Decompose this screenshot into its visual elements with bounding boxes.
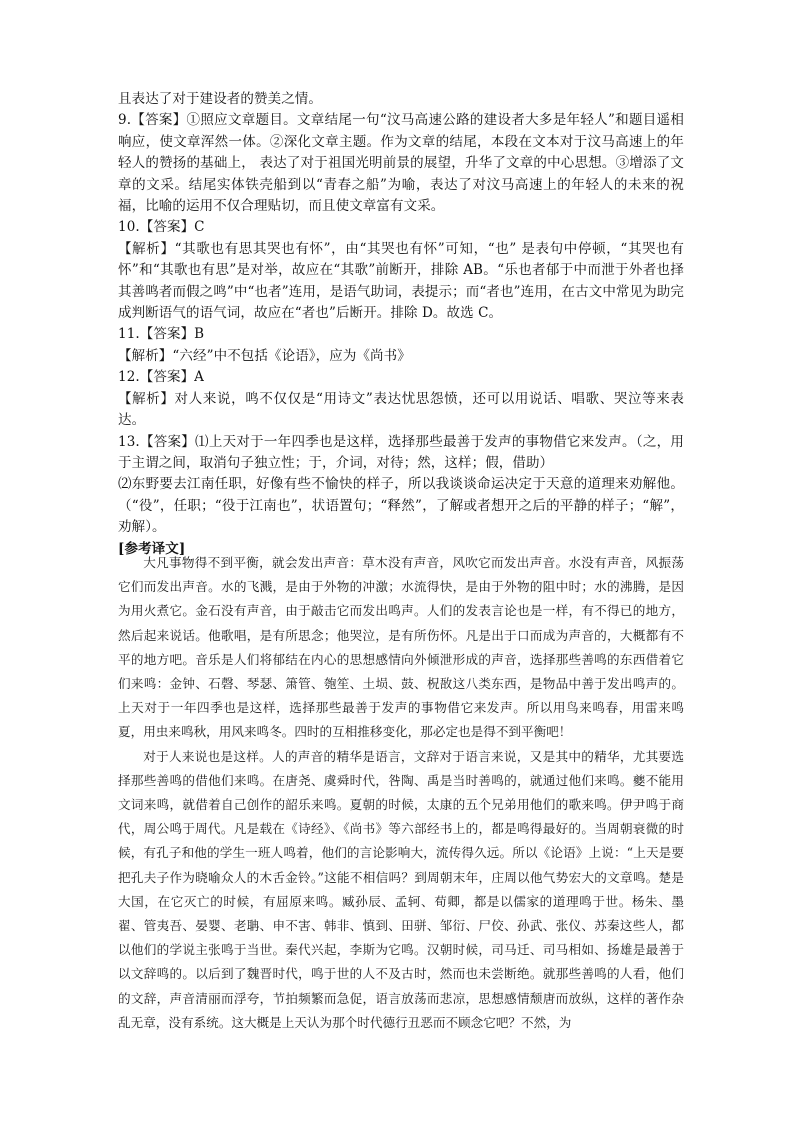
analysis-10: 【解析】“其歌也有思其哭也有怀”，由“其哭也有怀”可知，“也” 是表句中停顿，“其哭也有怀”和“其歌也有思”是对举，故应在“其歌”前断开，排除 AB。“乐也者郁于中而泄于外者也择其善鸣者而假之鸣”中“也者”连用，是语气助词，表提示；而“者也”连用，在古文中常见为助完成判断语气的语气词，故应在“者也”后断开。排除 D。故选 C。 bbox=[118, 240, 684, 322]
answer-section bbox=[118, 89, 684, 560]
answer-13-part1: 13.【答案】⑴上天对于一年四季也是这样，选择那些最善于发声的事物借它来发声。（之，用于主谓之间，取消句子独立性；于，介词，对待；然，这样；假，借助） bbox=[118, 433, 684, 471]
translation-paragraph-1: 大凡事物得不到平衡，就会发出声音：草木没有声音，风吹它而发出声音。水没有声音，风振荡它们而发出声音。水的飞溅，是由于外物的冲激；水流得快，是由于外物的阻中时；水的沸腾，是因为用火煮它。金石没有声音，由于敲击它而发出鸣声。人们的发表言论也是一样，有不得已的地方，然后起来说话。他歌唱，是有所思念；他哭泣，是有所伤怀。凡是出于口而成为声音的，大概都有不平的地方吧。音乐是人们将郁结在内心的思想感情向外倾泄形成的声音，选择那些善鸣的东西借着它们来鸣：金钟、石磬、琴瑟、箫管、匏笙、土埙、鼓、柷敔这八类东西，是物品中善于发出鸣声的。上天对于一年四季也是这样，选择那些最善于发声的事物借它来发声。所以用鸟来鸣春，用雷来鸣夏，用虫来鸣秋，用风来鸣冬。四时的互相推移变化，那必定也是得不到平衡吧！ bbox=[118, 555, 684, 740]
answer-10: 10.【答案】C bbox=[118, 219, 205, 236]
analysis-12: 【解析】对人来说，鸣不仅仅是“用诗文”表达忧思怨愤，还可以用说话、唱歌、哭泣等来表达。 bbox=[118, 390, 684, 429]
reference-translation-title: [参考译文] bbox=[118, 540, 186, 557]
analysis-11: 【解析】“六经”中不包括《论语》，应为《尚书》 bbox=[118, 347, 411, 364]
translation-paragraph-2: 对于人来说也是这样。人的声音的精华是语言，文辞对于语言来说，又是其中的精华，尤其要选择那些善鸣的借他们来鸣。在唐尧、虞舜时代，咎陶、禹是当时善鸣的，就通过他们来鸣。夔不能用文词来鸣，就借着自己创作的韶乐来鸣。夏朝的时候，太康的五个兄弟用他们的歌来鸣。伊尹鸣于商代，周公鸣于周代。凡是载在《诗经》、《尚书》等六部经书上的，都是鸣得最好的。当周朝衰微的时候，有孔子和他的学生一班人鸣着，他们的言论影响大，流传得久远。所以《论语》上说：“上天是要把孔夫子作为晓喻众人的木舌金铃。”这能不相信吗？到周朝末年，庄周以他气势宏大的文章鸣。楚是大国，在它灭亡的时候，有屈原来鸣。臧孙辰、孟轲、荀卿，都是以儒家的道理鸣于世。杨朱、墨翟、管夷吾、晏婴、老聃、申不害、韩非、慎到、田骈、邹衍、尸佼、孙武、张仪、苏秦这些人，都以他们的学说主张鸣于当世。秦代兴起，李斯为它鸣。汉朝时候，司马迁、司马相如、扬雄是最善于以文辞鸣的。以后到了魏晋时代，鸣于世的人不及古时，然而也未尝断绝。就那些善鸣的人看，他们的文辞，声音清丽而浮夸，节拍频繁而急促，语言放荡而悲凉，思想感情颓唐而放纵，这样的著作杂乱无章，没有系统。这大概是上天认为那个时代德行丑恶而不顾念它吧？不然，为 bbox=[118, 748, 684, 1030]
answer-12: 12.【答案】A bbox=[118, 369, 205, 386]
answer-line: 且表达了对于建设者的赞美之情。 bbox=[118, 91, 322, 107]
reference-translation bbox=[118, 551, 684, 1035]
answer-13-part2: ⑵东野要去江南任职，好像有些不愉快的样子，所以我谈谈命运决定于天意的道理来劝解他。（“役”，任职；“役于江南也”，状语置句；“释然”，了解或者想开之后的平静的样子；“解”，劝解）。 bbox=[118, 476, 684, 536]
answer-9: 9.【答案】①照应文章题目。文章结尾一句“汶马高速公路的建设者大多是年轻人”和题目遥相响应，使文章浑然一体。②深化文章主题。作为文章的结尾，本段在文本对于汶马高速上的年轻人的赞扬的基础上， 表达了对于祖国光明前景的展望，升华了文章的中心思想。③增添了文章的文采。结尾实体铁壳船到以“青春之船”为喻，表达了对汶马高速上的年轻人的未来的祝福，比喻的运用不仅合理贴切，而且使文章富有文采。 bbox=[118, 112, 684, 215]
answer-11: 11.【答案】B bbox=[118, 326, 205, 343]
